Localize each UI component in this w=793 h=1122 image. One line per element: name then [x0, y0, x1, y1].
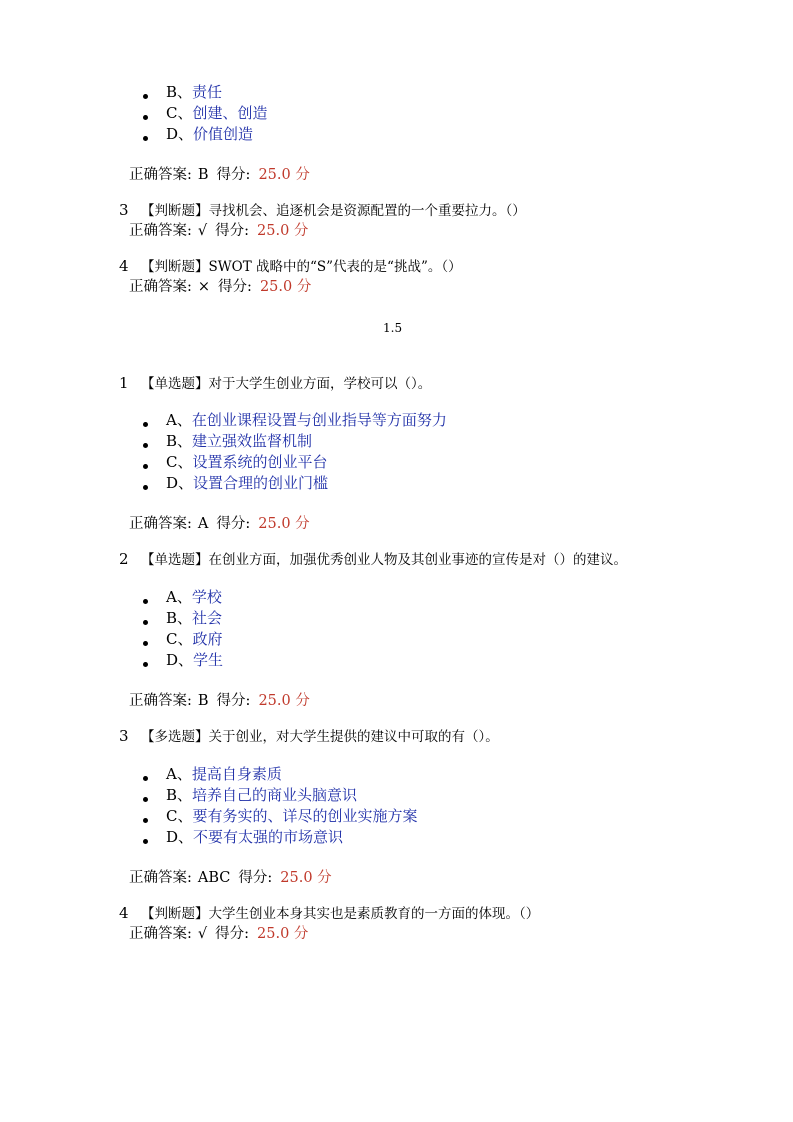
bullet-icon [143, 422, 148, 427]
question-1: 1 【单选题】对于大学生创业方面，学校可以（）。 [119, 374, 432, 392]
option-a: A、学校 [141, 587, 223, 608]
option-list [141, 764, 418, 848]
option-a: A、在创业课程设置与创业指导等方面努力 [141, 410, 447, 431]
answer-line: 正确答案: × 得分: 25.0 分 [129, 279, 312, 295]
section-title: 1.5 [383, 321, 403, 335]
bullet-icon [143, 662, 148, 667]
bullet-icon [143, 839, 148, 844]
bullet-icon [143, 115, 148, 120]
answer-line: 正确答案: A 得分: 25.0 分 [129, 516, 310, 532]
bullet-icon [143, 443, 148, 448]
option-c: C、设置系统的创业平台 [141, 452, 447, 473]
option-b: B、培养自己的商业头脑意识 [141, 785, 418, 806]
bullet-icon [143, 94, 148, 99]
option-list [141, 82, 268, 145]
option-c: C、政府 [141, 629, 223, 650]
question-3: 3 【判断题】寻找机会、追逐机会是资源配置的一个重要拉力。（） [119, 201, 526, 219]
bullet-icon [143, 797, 148, 802]
option-b: B、责任 [141, 82, 268, 103]
question-3: 3 【多选题】关于创业，对大学生提供的建议中可取的有（）。 [119, 727, 499, 745]
option-d: D、学生 [141, 650, 223, 671]
bullet-icon [143, 776, 148, 781]
bullet-icon [143, 818, 148, 823]
answer-line: 正确答案: √ 得分: 25.0 分 [129, 926, 309, 942]
option-b: B、社会 [141, 608, 223, 629]
option-d: D、不要有太强的市场意识 [141, 827, 418, 848]
option-list [141, 410, 447, 494]
bullet-icon [143, 599, 148, 604]
bullet-icon [143, 485, 148, 490]
bullet-icon [143, 464, 148, 469]
option-d: D、设置合理的创业门槛 [141, 473, 447, 494]
bullet-icon [143, 620, 148, 625]
answer-line: 正确答案: ABC 得分: 25.0 分 [129, 870, 332, 886]
question-4: 4 【判断题】大学生创业本身其实也是素质教育的一方面的体现。（） [119, 904, 540, 922]
answer-line: 正确答案: B 得分: 25.0 分 [129, 167, 310, 183]
option-c: C、创建、创造 [141, 103, 268, 124]
option-list [141, 587, 223, 671]
answer-line: 正确答案: B 得分: 25.0 分 [129, 693, 310, 709]
option-a: A、提高自身素质 [141, 764, 418, 785]
question-4: 4 【判断题】SWOT 战略中的“S”代表的是“挑战”。（） [119, 257, 462, 275]
answer-line: 正确答案: √ 得分: 25.0 分 [129, 223, 309, 239]
bullet-icon [143, 136, 148, 141]
option-c: C、要有务实的、详尽的创业实施方案 [141, 806, 418, 827]
option-d: D、价值创造 [141, 124, 268, 145]
bullet-icon [143, 641, 148, 646]
option-b: B、建立强效监督机制 [141, 431, 447, 452]
question-2: 2 【单选题】在创业方面，加强优秀创业人物及其创业事迹的宣传是对（）的建议。 [119, 550, 627, 568]
